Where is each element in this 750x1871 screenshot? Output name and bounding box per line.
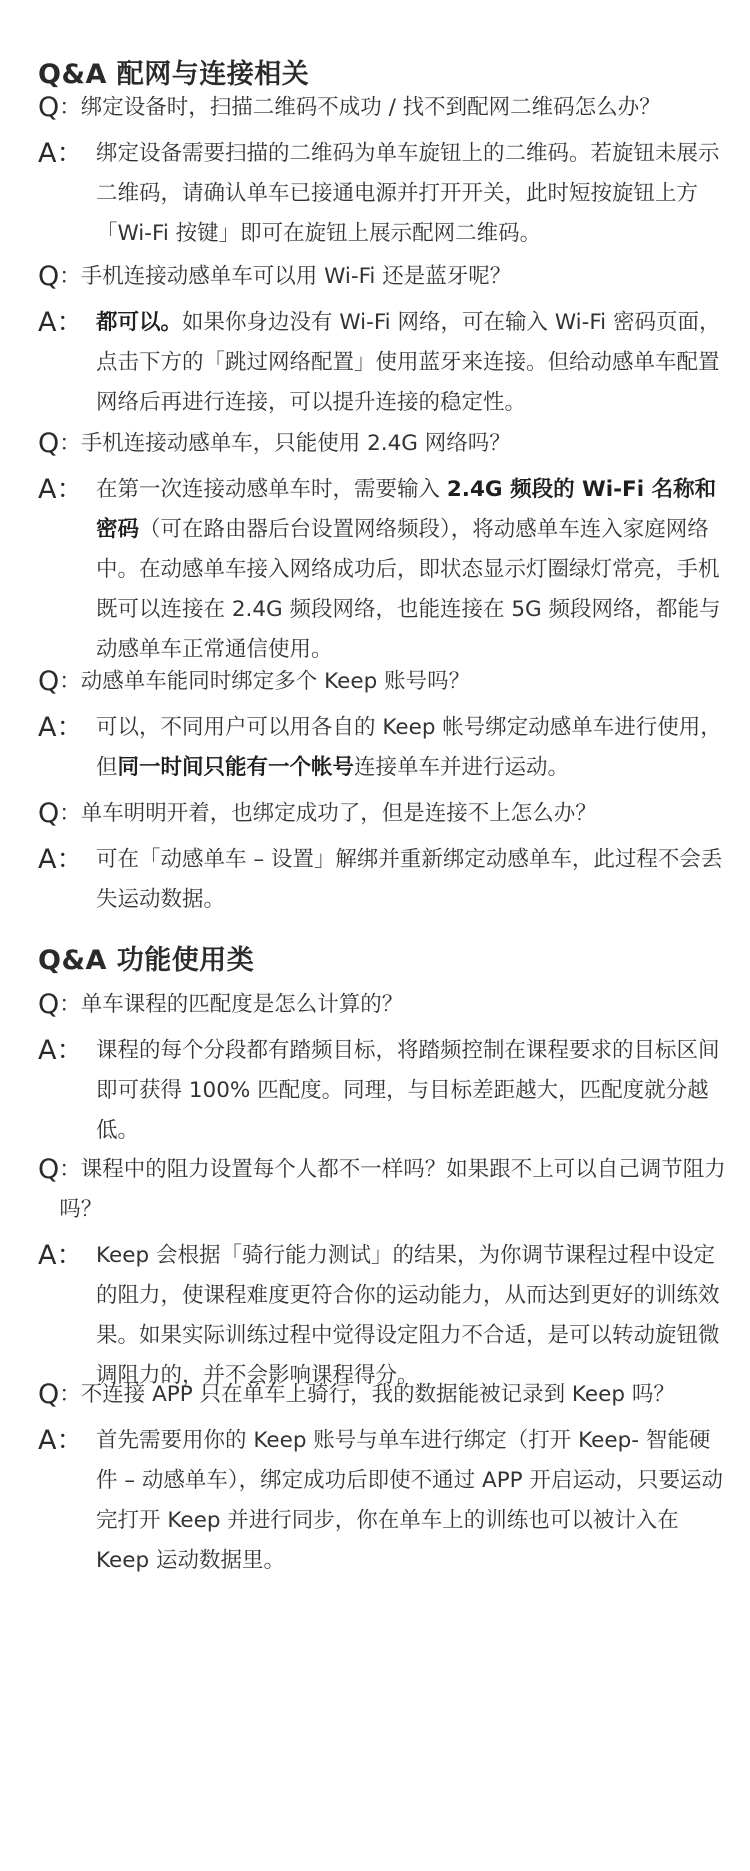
answer-text xyxy=(96,708,728,788)
q-mark: Q xyxy=(38,1154,60,1185)
qa-item xyxy=(38,1150,728,1396)
answer-segment-bold: 都可以。 xyxy=(96,310,183,335)
section-title: Q&A 配网与连接相关 xyxy=(38,59,310,90)
answer-segment: 连接单车并进行运动。 xyxy=(354,755,570,780)
question-row xyxy=(38,257,728,297)
answer-segment: 可以，不同用户可以用各自的 Keep 帐号绑定动感单车进行使用，但 xyxy=(96,715,722,780)
question-row xyxy=(38,794,728,834)
answer-row xyxy=(38,470,728,670)
question-text: ：课程中的阻力设置每个人都不一样吗？如果跟不上可以自己调节阻力吗？ xyxy=(59,1157,726,1222)
answer-row xyxy=(38,840,728,920)
section-title: Q&A 功能使用类 xyxy=(38,945,255,976)
question-text: ：绑定设备时，扫描二维码不成功 / 找不到配网二维码怎么办？ xyxy=(59,95,661,120)
answer-row xyxy=(38,1031,728,1151)
q-mark: Q xyxy=(38,666,60,697)
question-row xyxy=(38,1375,728,1415)
answer-text xyxy=(96,470,728,670)
a-mark: A： xyxy=(38,1425,84,1456)
a-mark: A： xyxy=(38,844,84,875)
answer-row xyxy=(38,303,728,423)
question-text: ：手机连接动感单车，只能使用 2.4G 网络吗？ xyxy=(59,431,511,456)
a-mark: A： xyxy=(38,307,84,338)
answer-segment: 绑定设备需要扫描的二维码为单车旋钮上的二维码。若旋钮未展示二维码，请确认单车已接通电源并打开开关，此时短按旋钮上方「Wi-Fi 按键」即可在旋钮上展示配网二维码。 xyxy=(96,141,720,246)
answer-text xyxy=(96,1421,728,1581)
answer-row xyxy=(38,134,728,254)
q-mark: Q xyxy=(38,92,60,123)
question-text: ：动感单车能同时绑定多个 Keep 账号吗？ xyxy=(59,669,471,694)
q-mark: Q xyxy=(38,261,60,292)
question-row xyxy=(38,1150,728,1230)
q-mark: Q xyxy=(38,989,60,1020)
answer-segment: 课程的每个分段都有踏频目标，将踏频控制在课程要求的目标区间即可获得 100% 匹配度。同理，与目标差距越大，匹配度就分越低。 xyxy=(96,1038,720,1143)
q-mark: Q xyxy=(38,428,60,459)
answer-segment: 可在「动感单车 – 设置」解绑并重新绑定动感单车，此过程不会丢失运动数据。 xyxy=(96,847,723,912)
qa-item xyxy=(38,88,728,254)
a-mark: A： xyxy=(38,712,84,743)
qa-item xyxy=(38,794,728,920)
answer-row xyxy=(38,1236,728,1396)
question-text: ：不连接 APP 只在单车上骑行，我的数据能被记录到 Keep 吗？ xyxy=(59,1382,675,1407)
qa-item xyxy=(38,985,728,1151)
question-row xyxy=(38,985,728,1025)
answer-text xyxy=(96,134,728,254)
question-row xyxy=(38,424,728,464)
answer-segment: 在第一次连接动感单车时，需要输入 xyxy=(96,477,447,502)
question-text: ：手机连接动感单车可以用 Wi-Fi 还是蓝牙呢？ xyxy=(59,264,512,289)
answer-segment: 如果你身边没有 Wi-Fi 网络，可在输入 Wi-Fi 密码页面，点击下方的「跳过网络配置」使用蓝牙来连接。但给动感单车配置网络后再进行连接，可以提升连接的稳定性。 xyxy=(96,310,721,415)
question-text: ：单车明明开着，也绑定成功了，但是连接不上怎么办？ xyxy=(59,801,597,826)
a-mark: A： xyxy=(38,474,84,505)
question-row xyxy=(38,88,728,128)
q-mark: Q xyxy=(38,1379,60,1410)
answer-segment: Keep 会根据「骑行能力测试」的结果，为你调节课程过程中设定的阻力，使课程难度更符合你的运动能力，从而达到更好的训练效果。如果实际训练过程中觉得设定阻力不合适，是可以转动旋钮微调阻力的，并不会影响课程得分。 xyxy=(96,1243,720,1388)
q-mark: Q xyxy=(38,798,60,829)
qa-item xyxy=(38,257,728,423)
answer-row xyxy=(38,708,728,788)
qa-item xyxy=(38,424,728,670)
a-mark: A： xyxy=(38,1240,84,1271)
a-mark: A： xyxy=(38,138,84,169)
question-text: ：单车课程的匹配度是怎么计算的？ xyxy=(59,992,404,1017)
answer-text xyxy=(96,1236,728,1396)
answer-text xyxy=(96,1031,728,1151)
question-row xyxy=(38,662,728,702)
answer-segment-bold: 同一时间只能有一个帐号 xyxy=(117,755,355,780)
qa-item xyxy=(38,1375,728,1581)
answer-segment: 首先需要用你的 Keep 账号与单车进行绑定（打开 Keep- 智能硬件 – 动感单车），绑定成功后即使不通过 APP 开启运动，只要运动完打开 Keep 并进行同步，你在单车上的训练也可以被计入在 Keep 运动数据里。 xyxy=(96,1428,723,1573)
answer-text xyxy=(96,303,728,423)
answer-row xyxy=(38,1421,728,1581)
answer-segment-bold: 2.4G 频段的 Wi-Fi 名称和密码 xyxy=(96,477,717,542)
answer-text xyxy=(96,840,728,920)
a-mark: A： xyxy=(38,1035,84,1066)
qa-item xyxy=(38,662,728,788)
answer-segment: （可在路由器后台设置网络频段），将动感单车连入家庭网络中。在动感单车接入网络成功后，即状态显示灯圈绿灯常亮，手机既可以连接在 2.4G 频段网络，也能连接在 5G 频段网络，都能与动感单车正常通信使用。 xyxy=(96,517,721,662)
